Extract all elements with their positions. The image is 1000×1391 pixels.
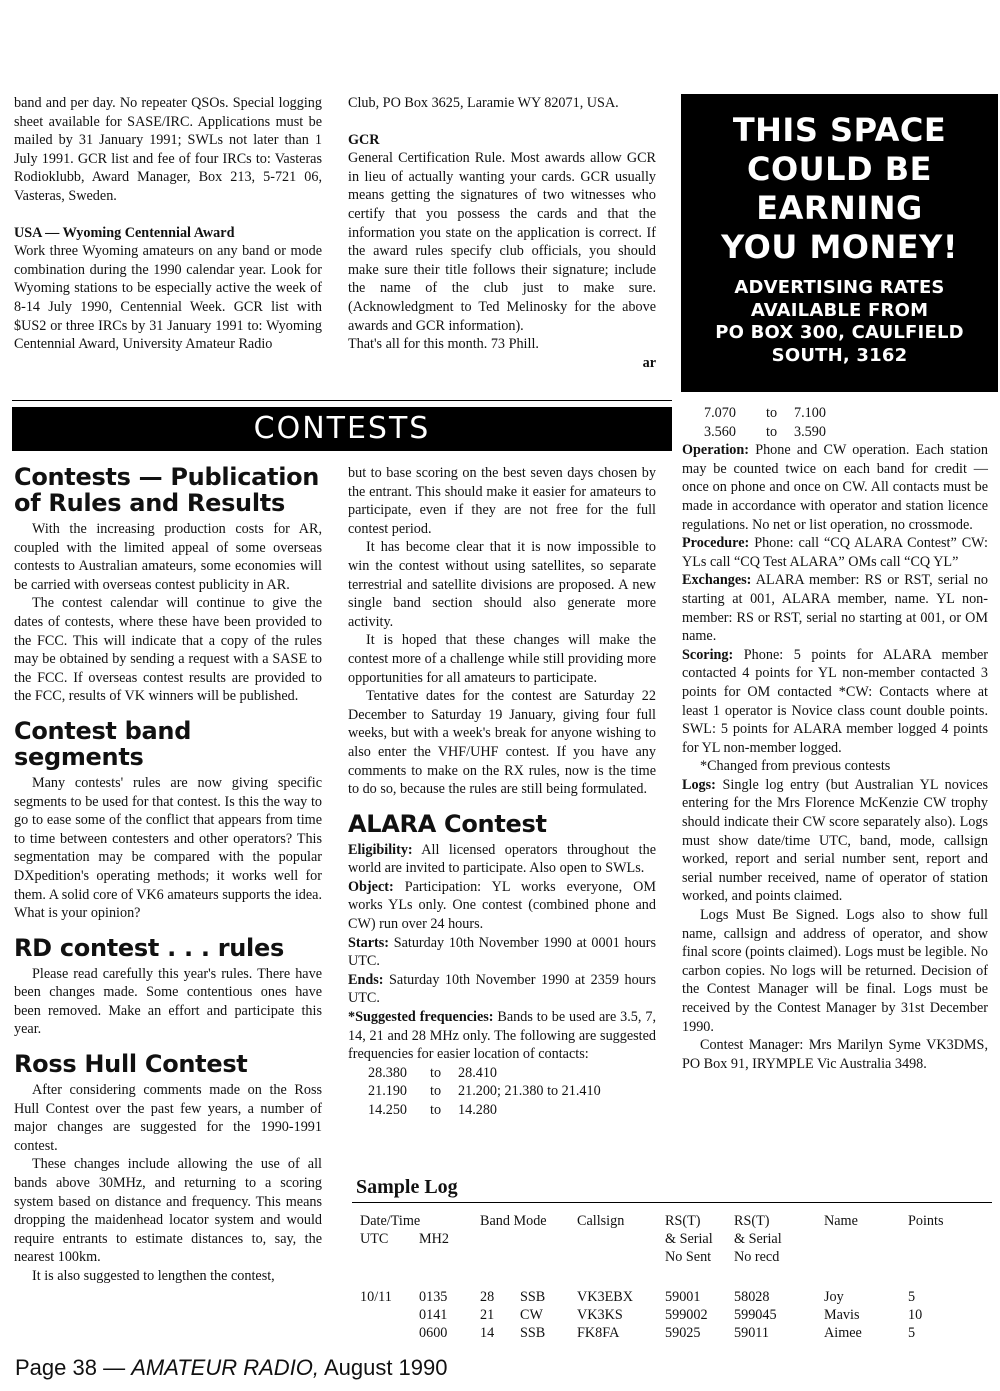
header-mh2: MH2 bbox=[419, 1231, 449, 1247]
scoring-label: Scoring: bbox=[682, 646, 734, 663]
paragraph: Please read carefully this year's rules. There have been changes made. Some contentious ones have been removed. Make an effort and participate this year. bbox=[14, 965, 322, 1038]
footer-date: August 1990 bbox=[323, 1355, 448, 1380]
scoring-text: Phone: 5 points for ALARA member contacted 4 points for YL non-member contacted 3 points for OM contacted *CW: Contacts where at least 1 operator is Novice class count double points. SWL: 5 points for ALARA member logged 4 points for YL non-member logged. bbox=[682, 646, 988, 756]
header-rst-sent-2: & Serial bbox=[665, 1231, 713, 1247]
header-rst-recd-1: RS(T) bbox=[734, 1213, 770, 1229]
log-callsign: VK3EBX bbox=[577, 1289, 633, 1305]
freq-to: 3.590 bbox=[794, 423, 826, 440]
frequency-row bbox=[704, 423, 988, 442]
header-rst-recd-2: & Serial bbox=[734, 1231, 782, 1247]
log-name: Joy bbox=[824, 1289, 844, 1305]
log-sent: 59025 bbox=[665, 1325, 701, 1341]
paragraph: After considering comments made on the Ross Hull Contest over the past few years, a number of major changes are suggested for the 1990-1991 contest. bbox=[14, 1082, 322, 1154]
log-recd: 58028 bbox=[734, 1289, 770, 1305]
header-rst-sent-3: No Sent bbox=[665, 1249, 712, 1265]
frequency-row bbox=[368, 1101, 656, 1120]
log-time: 0141 bbox=[419, 1307, 448, 1323]
log-band: 28 bbox=[480, 1289, 495, 1305]
closing-text: That's all for this month. 73 Phill. bbox=[348, 336, 539, 353]
freq-to: 14.280 bbox=[458, 1102, 498, 1118]
top-column-1 bbox=[14, 94, 322, 354]
club-address: Club, PO Box 3625, Laramie WY 82071, USA. bbox=[348, 95, 619, 111]
wyoming-text: Work three Wyoming amateurs on any band or mode combination during the 1990 calendar year. Look for Wyoming stations to be especially active the week of 8-14 July 1990, Centennial Week. GCR list with $US2 or three IRCs by 31 January 1991 to: Wyoming Centennial Award, University Amateur Radio bbox=[14, 243, 322, 353]
log-points: 5 bbox=[908, 1325, 916, 1341]
frequency-list bbox=[348, 1064, 656, 1120]
ends-text: Saturday 10th November 1990 at 2359 hours UTC. bbox=[348, 971, 656, 1007]
log-mode: SSB bbox=[520, 1325, 546, 1341]
frequency-row bbox=[368, 1082, 656, 1101]
logs-label: Logs: bbox=[682, 776, 716, 793]
heading-publication-rules: Contests — Publication of Rules and Results bbox=[14, 463, 320, 517]
ad-line-5: ADVERTISING RATES bbox=[734, 277, 945, 298]
object-label: Object: bbox=[348, 878, 394, 895]
paragraph: but to base scoring on the best seven days chosen by the entrant. This should make it easier for amateurs to participate, even if they are not free for the full contest period. bbox=[348, 465, 656, 537]
log-band: 21 bbox=[480, 1307, 495, 1323]
ad-line-2: COULD BE bbox=[746, 150, 932, 188]
exchanges-label: Exchanges: bbox=[682, 572, 752, 589]
frequencies-text: Bands to be used are 3.5, 7, 14, 21 and 28 MHz only. The following are suggested frequencies for easier location of contacts: bbox=[348, 1009, 656, 1063]
header-utc: UTC bbox=[360, 1231, 389, 1247]
log-callsign: FK8FA bbox=[577, 1325, 620, 1341]
frequency-row bbox=[368, 1064, 656, 1083]
paragraph: It is also suggested to lengthen the contest, bbox=[32, 1268, 275, 1284]
paragraph: It has become clear that it is now impossible to win the contest without using satellites, so separate terrestrial and satellite divisions are proposed. A new single band section should also generate more activity. bbox=[348, 539, 656, 630]
log-mode: CW bbox=[520, 1307, 543, 1323]
freq-to-word: to bbox=[430, 1083, 442, 1100]
page-footer bbox=[15, 1355, 447, 1381]
footer-magazine: AMATEUR RADIO, bbox=[131, 1355, 320, 1380]
frequency-row bbox=[704, 404, 988, 423]
object-text: Participation: YL works everyone, OM works YLs only. One contest (combined phone and CW) run over 24 hours. bbox=[348, 878, 656, 933]
header-points: Points bbox=[908, 1213, 944, 1229]
freq-to: 28.410 bbox=[458, 1064, 498, 1081]
header-rst-recd-3: No recd bbox=[734, 1249, 780, 1265]
object bbox=[348, 878, 656, 934]
changed-note: *Changed from previous contests bbox=[700, 758, 891, 775]
heading-band-segments: Contest band segments bbox=[14, 716, 192, 771]
operation-label: Operation: bbox=[682, 442, 749, 459]
log-time: 0135 bbox=[419, 1289, 448, 1305]
paragraph: These changes include allowing the use of all bands above 30MHz, and returning to a scoring system based on distance and frequency. This means dropping the maidenhead locator system and would require entrants to estimate distances to, say, the nearest 100km. bbox=[14, 1156, 322, 1266]
freq-to-word: to bbox=[766, 405, 778, 421]
sample-log-rule bbox=[352, 1202, 992, 1203]
freq-from: 7.070 bbox=[704, 405, 736, 421]
operation-text: Phone and CW operation. Each station may be counted twice on each band for credit — once on phone and once on CW. All contacts must be made in accordance with operator and station licence regulations. No net or list operation, no crossmode. bbox=[682, 442, 988, 533]
procedure bbox=[682, 534, 988, 571]
heading-ross-hull: Ross Hull Contest bbox=[14, 1050, 248, 1079]
log-date: 10/11 bbox=[360, 1289, 392, 1305]
paragraph: Many contests' rules are now giving specific segments to be used for that contest. Is this the way to go to ease some of the conflict that appears from time to time between contesters and other operators? This segmentation may be compared with the popular DXpedition's operating methods; it works well for them. A solid core of VK6 amateurs supports the idea. What is your opinion? bbox=[14, 774, 322, 922]
contests-banner: CONTESTS bbox=[12, 407, 672, 451]
wyoming-heading: USA — Wyoming Centennial Award bbox=[14, 224, 235, 241]
contests-column-2 bbox=[348, 464, 656, 1120]
starts-label: Starts: bbox=[348, 934, 389, 951]
contests-column-1 bbox=[14, 464, 322, 1286]
freq-to: 21.200; 21.380 to 21.410 bbox=[458, 1083, 601, 1100]
eligibility-label: Eligibility: bbox=[348, 841, 413, 858]
ad-line-4: YOU MONEY! bbox=[721, 228, 958, 266]
frequency-list-continued bbox=[682, 404, 988, 441]
paragraph: With the increasing production costs for AR, coupled with the limited appeal of some overseas contests to Australian amateurs, some economies will be carried with overseas contest publicity in AR. bbox=[14, 521, 322, 593]
freq-to: 7.100 bbox=[794, 405, 826, 421]
log-name: Mavis bbox=[824, 1307, 860, 1323]
paragraph: The contest calendar will continue to give the dates of contests, where these have been provided to the FCC. This will indicate that a copy of the rules may be obtained by sending a request with a SASE to the FCC. If overseas contest results are provided to the FCC, results of VK winners will be published. bbox=[14, 595, 322, 705]
log-points: 10 bbox=[908, 1307, 923, 1323]
frequencies bbox=[348, 1008, 656, 1064]
log-mode: SSB bbox=[520, 1289, 546, 1305]
freq-from: 3.560 bbox=[704, 423, 736, 440]
paragraph: Contest Manager: Mrs Marilyn Syme VK3DMS, PO Box 91, IRYMPLE Vic Australia 3498. bbox=[682, 1037, 988, 1072]
ad-line-1: THIS SPACE bbox=[732, 111, 947, 149]
ends bbox=[348, 971, 656, 1008]
heading-rd-contest: RD contest . . . rules bbox=[14, 933, 284, 962]
log-band: 14 bbox=[480, 1325, 495, 1341]
contests-column-3 bbox=[682, 404, 988, 1073]
heading-alara-contest: ALARA Contest bbox=[348, 809, 547, 838]
paragraph: Logs Must Be Signed. Logs also to show full name, callsign and address of operator, and show final score (points claimed). Logs must be legible. No carbon copies. No logs will be returned. Decision of the Contest Manager will be final. Logs must be received by the Contest Manager by 31st December 1990. bbox=[682, 907, 988, 1035]
section-divider bbox=[12, 400, 672, 401]
gcr-heading: GCR bbox=[348, 131, 380, 148]
ad-line-3: EARNING bbox=[756, 189, 923, 227]
paragraph: Tentative dates for the contest are Saturday 22 December to Saturday 19 January, giving four full weeks, but with a week's break for anyone wishing to also enter the VHF/UHF contest. If you have any comments to make on the RX rules, now is the time to do so, because the rules are still being formulated. bbox=[348, 688, 656, 798]
log-name: Aimee bbox=[824, 1325, 862, 1341]
footer-page: Page 38 — bbox=[15, 1355, 126, 1380]
frequencies-label: *Suggested frequencies: bbox=[348, 1009, 494, 1026]
header-band-mode: Band Mode bbox=[480, 1213, 547, 1229]
freq-from: 14.250 bbox=[368, 1102, 408, 1118]
ad-line-8: SOUTH, 3162 bbox=[771, 344, 908, 366]
log-callsign: VK3KS bbox=[577, 1307, 623, 1323]
log-recd: 599045 bbox=[734, 1307, 777, 1323]
eligibility-text: All licensed operators throughout the world are invited to participate. Also open to SWLs. bbox=[348, 841, 657, 877]
top-column-2 bbox=[348, 94, 656, 372]
freq-to-word: to bbox=[430, 1064, 442, 1081]
freq-from: 21.190 bbox=[368, 1083, 408, 1100]
signoff: ar bbox=[642, 354, 656, 371]
starts-text: Saturday 10th November 1990 at 0001 hours UTC. bbox=[348, 934, 657, 970]
header-date-time: Date/Time bbox=[360, 1213, 421, 1229]
freq-to-word: to bbox=[430, 1102, 442, 1118]
scoring bbox=[682, 646, 988, 758]
freq-to-word: to bbox=[766, 423, 778, 440]
gcr-text: General Certification Rule. Most awards allow GCR in lieu of actually wanting your cards. GCR usually means getting the signatures of two witnesses who certify that you possess the cards and that the information you state on the application is correct. If the award rules specify club officials, you should make sure their title follows their signature; include the name of the club just to make sure. (Acknowledgment to Ted Melinosky for the above awards and GCR information). bbox=[348, 150, 656, 334]
log-recd: 59011 bbox=[734, 1325, 769, 1341]
paragraph: It is hoped that these changes will make the contest more of a challenge while still providing more opportunities for all amateurs to participate. bbox=[348, 632, 656, 686]
logs bbox=[682, 776, 988, 906]
log-sent: 59001 bbox=[665, 1289, 701, 1305]
ad-line-7: PO BOX 300, CAULFIELD bbox=[715, 322, 964, 343]
ends-label: Ends: bbox=[348, 971, 384, 988]
header-callsign: Callsign bbox=[577, 1213, 625, 1229]
sample-log-title: Sample Log bbox=[356, 1176, 458, 1198]
advertisement-box bbox=[681, 94, 998, 392]
ad-line-6: AVAILABLE FROM bbox=[750, 299, 929, 321]
exchanges-text: ALARA member: RS or RST, serial no starting at 001, ALARA member, name. YL non-member: RS or RST, serial no starting at 001, or OM name. bbox=[682, 572, 988, 645]
log-time: 0600 bbox=[419, 1325, 448, 1341]
procedure-label: Procedure: bbox=[682, 535, 750, 552]
log-points: 5 bbox=[908, 1289, 916, 1305]
procedure-text: Phone: call “CQ ALARA Contest” CW: YLs call “CQ Test ALARA” OMs call “CQ YL” bbox=[682, 535, 988, 570]
awards-text: band and per day. No repeater QSOs. Special logging sheet available for SASE/IRC. Applications must be mailed by 31 January 1991; SWLs not later than 1 July 1991. GCR list and fee of four IRCs to: Vasteras Rodioklubb, Award Manager, Box 213, 5-721 06, Vasteras, Sweden. bbox=[14, 95, 322, 204]
exchanges bbox=[682, 571, 988, 645]
logs-text: Single log entry (but Australian YL novices entering for the Mrs Florence McKenzie CW trophy should indicate their CW score separately also). Logs must show date/time UTC, band, mode, callsign worked, report and serial number sent, report and serial number received, name of operator of station worked, and points claimed. bbox=[682, 776, 989, 905]
header-name: Name bbox=[824, 1213, 858, 1229]
header-rst-sent-1: RS(T) bbox=[665, 1213, 701, 1229]
log-sent: 599002 bbox=[665, 1307, 708, 1323]
operation bbox=[682, 441, 988, 534]
freq-from: 28.380 bbox=[368, 1064, 408, 1081]
eligibility bbox=[348, 841, 656, 878]
starts bbox=[348, 934, 656, 971]
